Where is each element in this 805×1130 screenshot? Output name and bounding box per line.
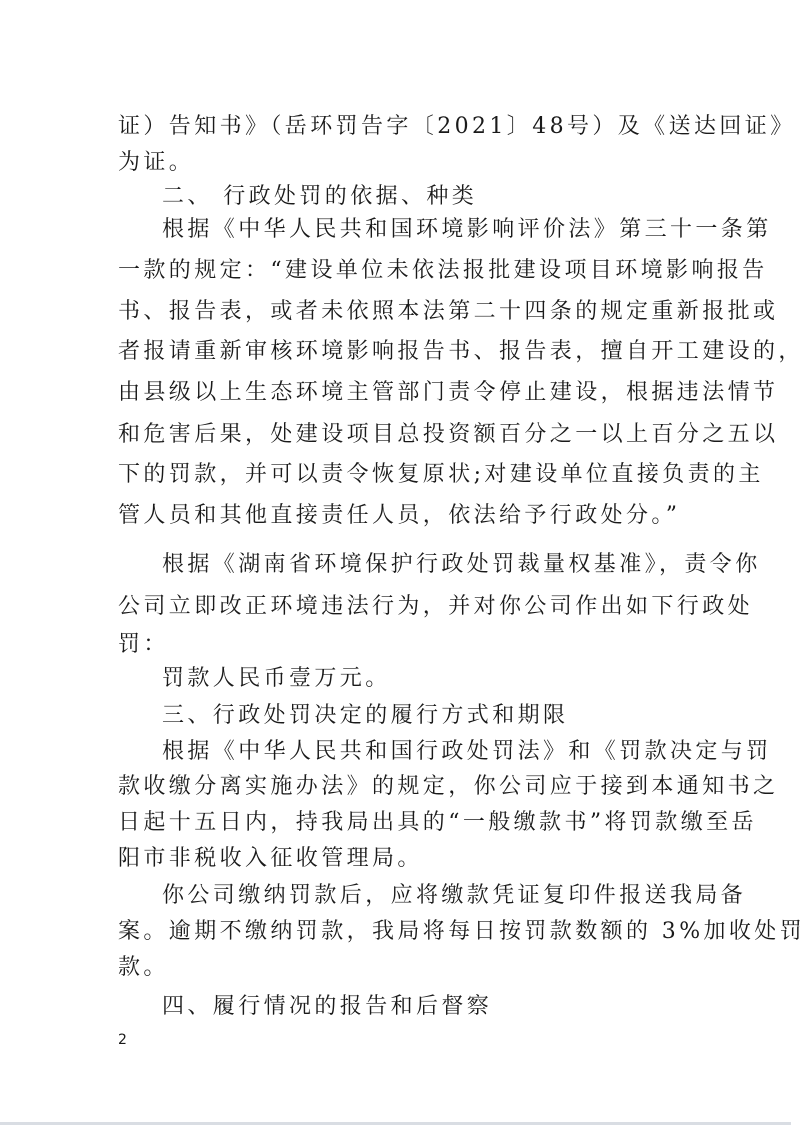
text-line: 由县级以上生态环境主管部门责令停止建设，根据违法情节 — [118, 380, 779, 405]
text-line: 根据《中华人民共和国行政处罚法》和《罚款决定与罚 — [162, 739, 772, 764]
text-line: 根据《湖南省环境保护行政处罚裁量权基准》，责令你 — [162, 552, 761, 577]
text-line: 罚： — [118, 632, 169, 657]
text-line: 者报请重新审核环境影响报告书、报告表，擅自开工建设的， — [118, 339, 804, 364]
text-line: 日起十五日内，持我局出具的“一般缴款书”将罚款缴至岳 — [118, 810, 757, 835]
section-heading: 三、行政处罚决定的履行方式和期限 — [162, 703, 569, 728]
section-heading: 四、履行情况的报告和后督察 — [162, 994, 493, 1019]
text-line: 一款的规定：“建设单位未依法报批建设项目环境影响报告 — [118, 258, 768, 283]
text-line: 证）告知书》（岳环罚告字〔2021〕48号）及《送达回证》 — [118, 114, 796, 139]
scan-edge-divider — [0, 1122, 791, 1125]
text-line: 阳市非税收入征收管理局。 — [118, 846, 423, 871]
text-line: 案。逾期不缴纳罚款，我局将每日按罚款数额的 3%加收处罚 — [118, 919, 805, 944]
text-line: 公司立即改正环境违法行为，并对你公司作出如下行政处 — [118, 594, 754, 619]
text-line: 下的罚款，并可以责令恢复原状;对建设单位直接负责的主 — [118, 462, 764, 487]
text-line: 根据《中华人民共和国环境影响评价法》第三十一条第 — [162, 217, 772, 242]
text-line: 书、报告表，或者未依照本法第二十四条的规定重新报批或 — [118, 299, 779, 324]
text-line: 你公司缴纳罚款后，应将缴款凭证复印件报送我局备 — [162, 883, 747, 908]
text-line: 管人员和其他直接责任人员，依法给予行政处分。” — [118, 503, 681, 528]
text-line: 和危害后果，处建设项目总投资额百分之一以上百分之五以 — [118, 422, 779, 447]
text-line: 款。 — [118, 955, 169, 980]
text-line: 为证。 — [118, 150, 195, 175]
text-line: 款收缴分离实施办法》的规定，你公司应于接到本通知书之 — [118, 774, 779, 799]
section-heading: 二、 行政处罚的依据、种类 — [162, 184, 478, 209]
page-number: 2 — [118, 1032, 127, 1048]
text-line: 罚款人民币壹万元。 — [162, 666, 391, 691]
